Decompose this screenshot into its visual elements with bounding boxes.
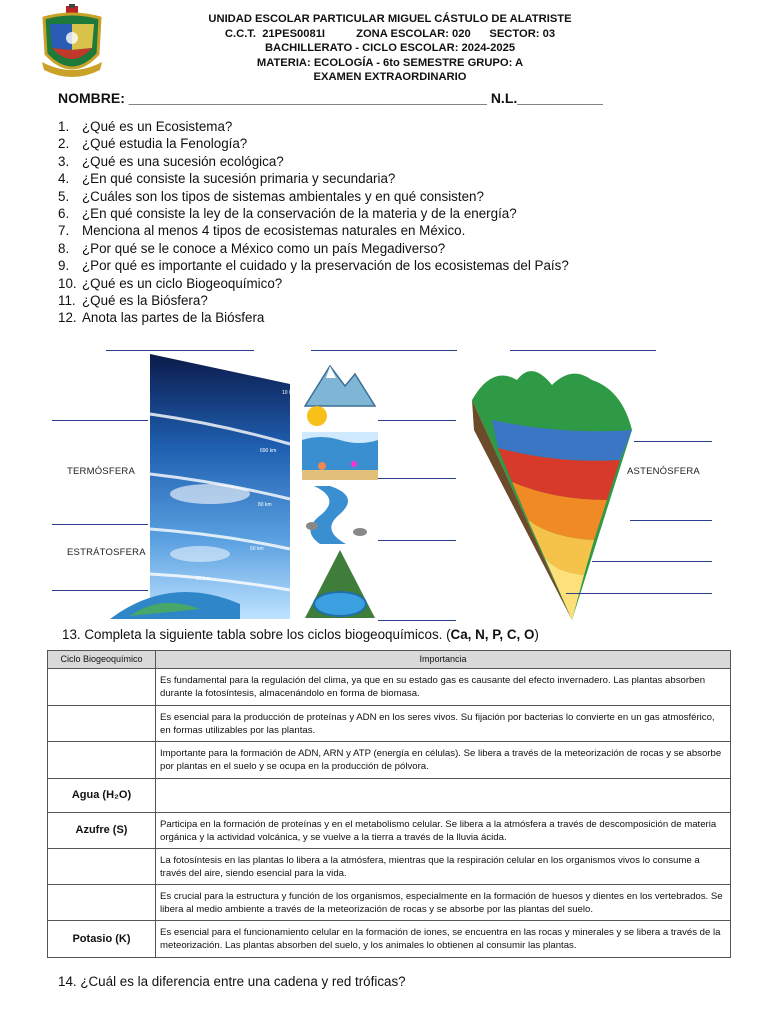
- cycle-cell[interactable]: [48, 706, 156, 742]
- table-row: [48, 813, 731, 849]
- answer-blank[interactable]: [52, 420, 148, 421]
- school-header: [170, 12, 610, 85]
- altitude-mark: 80 km: [258, 502, 272, 508]
- label-stratosphere: ESTRÁTOSFERA: [67, 547, 146, 558]
- answer-blank[interactable]: [378, 620, 456, 621]
- answer-blank[interactable]: [592, 561, 712, 562]
- answer-blank[interactable]: [378, 478, 456, 479]
- table-row: [48, 742, 731, 779]
- importance-cell: Es esencial para la producción de proteínas y ADN en los seres vivos. Su fijación por bacterias lo convierte en un gas atmosférico, en formas utilizables por las plantas.: [156, 706, 731, 742]
- question-item: 10. ¿Qué es un ciclo Biogeoquímico?: [58, 275, 283, 291]
- answer-blank[interactable]: [378, 540, 456, 541]
- answer-blank[interactable]: [106, 350, 254, 351]
- question-item: 9. ¿Por qué es importante el cuidado y la preservación de los ecosistemas del País?: [58, 258, 569, 274]
- altitude-mark: 10 000 km: [282, 390, 306, 396]
- importance-cell: Es esencial para el funcionamiento celular en la formación de iones, se encuentra en las rocas y minerales y se libera a través de la meteorización. Las plantas absorben del suelo, y los animales lo obtienen al consumir las plantas.: [156, 921, 731, 958]
- table-row: [48, 849, 731, 885]
- altitude-mark: 690 km: [260, 448, 277, 454]
- cycle-cell[interactable]: [48, 885, 156, 921]
- name-field[interactable]: NOMBRE: ______________________________________________ N.L.___________: [58, 90, 603, 106]
- river-icon: [300, 486, 376, 544]
- importance-cell[interactable]: [156, 779, 731, 813]
- question-item: 11. ¿Qué es la Biósfera?: [58, 293, 208, 309]
- importance-cell: La fotosíntesis en las plantas lo libera a la atmósfera, mientras que la respiración celular en los organismos vivos lo consume a través del aire, siendo esencial para la vida.: [156, 849, 731, 885]
- table-row: [48, 706, 731, 742]
- importance-cell: Participa en la formación de proteínas y en el metabolismo celular. Se libera a la atmósfera a través de descomposición de materia orgánica y la actividad volcánica, y se vuelve a la tierra a través de la lluvia ácida.: [156, 813, 731, 849]
- answer-blank[interactable]: [566, 593, 712, 594]
- altitude-mark: 20 km: [196, 576, 210, 582]
- importance-cell: Es crucial para la estructura y función de los organismos, especialmente en la formación de huesos y dientes en los vertebrados. Se libera al medio ambiente a través de la meteorización de rocas y se absorbe por las plantas del suelo.: [156, 885, 731, 921]
- importance-cell: Importante para la formación de ADN, ARN y ATP (energía en células). Se libera a través de la meteorización de rocas y se absorbe por plantas en el suelo y se ocupa en la producción de pólvora.: [156, 742, 731, 779]
- answer-blank[interactable]: [52, 524, 148, 525]
- answer-blank[interactable]: [510, 350, 656, 351]
- altitude-mark: 50 km: [250, 546, 264, 552]
- atmosphere-layers-illustration: [110, 354, 306, 619]
- cycle-cell[interactable]: [48, 669, 156, 706]
- question-item: 12. Anota las partes de la Biósfera: [58, 310, 265, 326]
- question-item: 7. Menciona al menos 4 tipos de ecosistemas naturales en México.: [58, 223, 466, 239]
- answer-blank[interactable]: [311, 350, 457, 351]
- cycle-cell: Azufre (S): [48, 813, 156, 849]
- ocean-icon: [302, 432, 378, 480]
- school-crest-logo: [36, 4, 108, 84]
- table-row: [48, 779, 731, 813]
- table-row: [48, 669, 731, 706]
- lake-forest-icon: [300, 548, 380, 620]
- answer-blank[interactable]: [378, 420, 456, 421]
- header-importance: Importancia: [156, 651, 731, 669]
- table-row: [48, 921, 731, 958]
- question-item: 4. ¿En qué consiste la sucesión primaria y secundaria?: [58, 171, 396, 187]
- header-cycle: Ciclo Biogeoquímico: [48, 651, 156, 669]
- biogeochemical-cycles-table: [47, 650, 731, 958]
- header-line-subject: MATERIA: ECOLOGÍA - 6to SEMESTRE GRUPO: A: [256, 56, 524, 69]
- answer-blank[interactable]: [52, 590, 148, 591]
- cycle-cell: Agua (H₂O): [48, 779, 156, 813]
- question-item: 1. ¿Qué es un Ecosistema?: [58, 119, 233, 134]
- question-item: 3. ¿Qué es una sucesión ecológica?: [58, 153, 284, 169]
- question-list: [58, 118, 569, 327]
- question-item: 6. ¿En qué consiste la ley de la conservación de la materia y de la energía?: [58, 206, 517, 222]
- question-item: 2. ¿Qué estudia la Fenología?: [58, 136, 248, 152]
- sun-icon: [305, 404, 329, 428]
- header-line-school: UNIDAD ESCOLAR PARTICULAR MIGUEL CÁSTULO DE ALATRISTE: [208, 13, 572, 25]
- answer-blank[interactable]: [634, 441, 712, 442]
- header-line-cct: C.C.T. 21PES0081I ZONA ESCOLAR: 020 SECTOR: 03: [224, 27, 556, 40]
- earth-cross-section-illustration: [462, 360, 638, 625]
- question-13: 13. Completa la siguiente tabla sobre los ciclos biogeoquímicos. (Ca, N, P, C, O): [62, 627, 539, 642]
- cycle-cell: Potasio (K): [48, 921, 156, 958]
- question-item: 5. ¿Cuáles son los tipos de sistemas ambientales y en qué consisten?: [58, 188, 484, 204]
- table-row: [48, 885, 731, 921]
- question-14: 14. ¿Cuál es la diferencia entre una cadena y red tróficas?: [58, 974, 406, 989]
- cycle-cell[interactable]: [48, 742, 156, 779]
- header-line-exam: EXAMEN EXTRAORDINARIO: [313, 71, 467, 84]
- label-thermosphere: TERMÓSFERA: [67, 466, 135, 477]
- label-asthenosphere: ASTENÓSFERA: [627, 466, 700, 477]
- answer-blank[interactable]: [630, 520, 712, 521]
- importance-cell: Es fundamental para la regulación del clima, ya que en su estado gas es causante del efecto invernadero. Las plantas absorben durante la fotosíntesis, almacenándolo en forma de biomasa.: [156, 669, 731, 706]
- header-line-level: BACHILLERATO - CICLO ESCOLAR: 2024-2025: [264, 42, 516, 55]
- cycle-cell[interactable]: [48, 849, 156, 885]
- question-item: 8. ¿Por qué se le conoce a México como un país Megadiverso?: [58, 240, 446, 256]
- table-header-row: [48, 651, 731, 669]
